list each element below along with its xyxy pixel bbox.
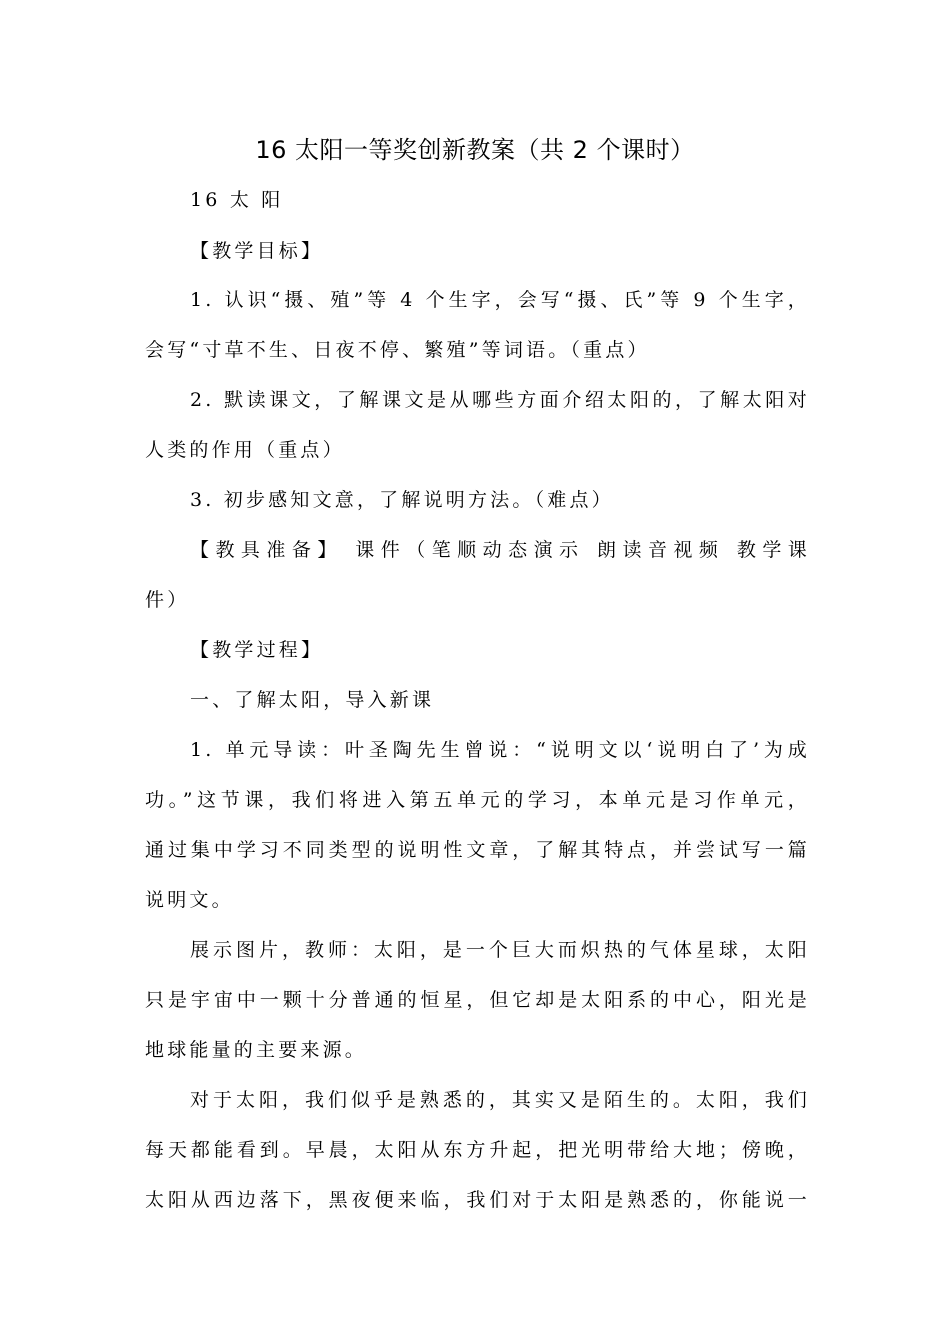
paragraph-line: 只是宇宙中一颗十分普通的恒星，但它却是太阳系的中心，阳光是 — [145, 989, 810, 1011]
paragraph-line: 地球能量的主要来源。 — [145, 1039, 368, 1061]
paragraph-line: 1. 认识“摄、殖”等 4 个生字，会写“摄、氏”等 9 个生字， — [190, 289, 810, 311]
paragraph-line: 展示图片，教师：太阳，是一个巨大而炽热的气体星球，太阳 — [190, 939, 810, 961]
document-title: 16 太阳一等奖创新教案（共 2 个课时） — [255, 136, 695, 164]
paragraph-line: 3. 初步感知文意，了解说明方法。（难点） — [190, 489, 614, 511]
section-heading-process: 【教学过程】 — [190, 639, 324, 661]
paragraph-line: 对于太阳，我们似乎是熟悉的，其实又是陌生的。太阳，我们 — [190, 1089, 810, 1111]
paragraph-line: 通过集中学习不同类型的说明性文章，了解其特点，并尝试写一篇 — [145, 839, 810, 861]
paragraph-line: 说明文。 — [145, 889, 234, 911]
paragraph-line: 1. 单元导读：叶圣陶先生曾说：“说明文以‘说明白了’为成 — [190, 739, 810, 761]
section-heading-objectives: 【教学目标】 — [190, 240, 324, 262]
paragraph-line: 件） — [145, 589, 190, 611]
section-heading-materials: 【教具准备】 课件（笔顺动态演示 朗读音视频 教学课 — [190, 539, 810, 561]
paragraph-line: 太阳从西边落下，黑夜便来临，我们对于太阳是熟悉的，你能说一 — [145, 1189, 810, 1211]
paragraph-line: 每天都能看到。早晨，太阳从东方升起，把光明带给大地；傍晚， — [145, 1139, 810, 1161]
paragraph-line: 人类的作用（重点） — [145, 439, 345, 461]
paragraph-line: 会写“寸草不生、日夜不停、繁殖”等词语。（重点） — [145, 339, 650, 361]
paragraph-line: 2. 默读课文，了解课文是从哪些方面介绍太阳的，了解太阳对 — [190, 389, 810, 411]
paragraph-line: 功。”这节课，我们将进入第五单元的学习，本单元是习作单元， — [145, 789, 810, 811]
subsection-heading: 一、了解太阳，导入新课 — [190, 689, 435, 711]
lesson-heading: 16 太 阳 — [190, 189, 284, 211]
